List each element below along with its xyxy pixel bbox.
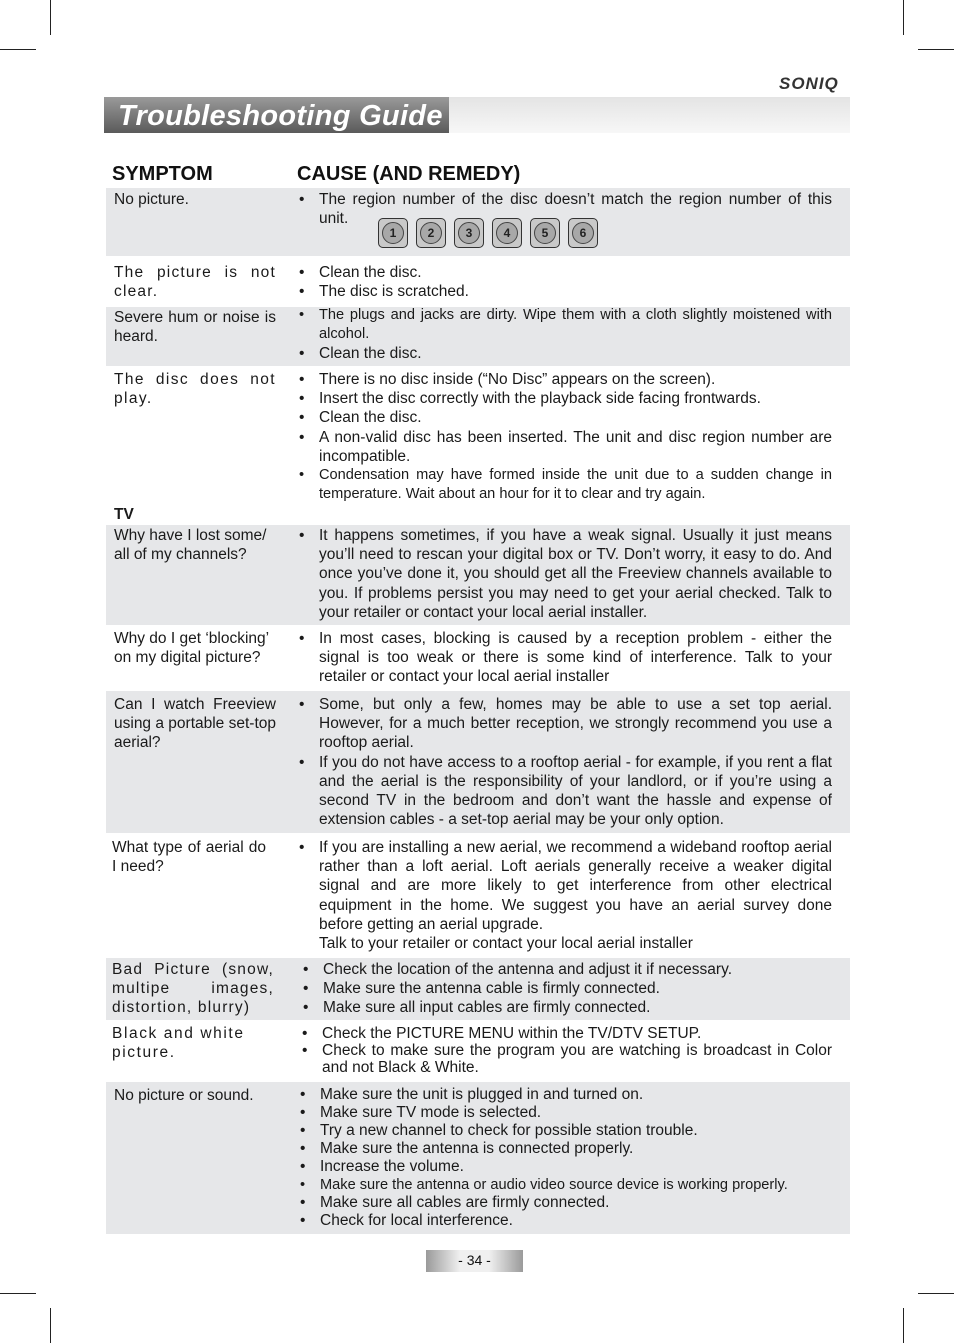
cause-column-header: CAUSE (AND REMEDY) [297, 163, 521, 185]
cause-item: • Condensation may have formed inside the unit due to a sudden change in temperature. Wait about an hour for it to clear and try again. [299, 466, 832, 504]
cause-item: • In most cases, blocking is caused by a reception problem - either the signal is too weak or there is some kind of interference. Talk to your retailer or contact your local aerial installer [299, 629, 832, 687]
cause-list [299, 629, 832, 687]
cause-list [300, 1086, 832, 1230]
tv-section-label: TV [114, 506, 134, 523]
table-row [106, 691, 850, 833]
cause-list [299, 526, 832, 622]
table-row [106, 1082, 850, 1234]
cause-item: • Make sure the antenna is connected properly. [300, 1140, 832, 1158]
brand-logo: SONIQ [779, 74, 839, 93]
cause-item: • Some, but only a few, homes may be able to use a set top aerial. However, for a much better reception, we strongly recommend you use a rooftop aerial. [299, 695, 832, 753]
crop-mark [918, 1293, 954, 1294]
symptom-text: The disc does not play. [114, 371, 276, 408]
cause-item: • A non-valid disc has been inserted. The unit and disc region number are incompatible. [299, 428, 832, 466]
cause-list [303, 960, 832, 1018]
table-row [106, 307, 850, 366]
symptom-text: Severe hum or noise is heard. [114, 309, 276, 346]
cause-list [302, 1025, 832, 1076]
symptom-text: No picture. [114, 191, 189, 208]
cause-item: • Clean the disc. [299, 344, 832, 363]
cause-item: • Clean the disc. [299, 408, 832, 427]
cause-item: Talk to your retailer or contact your local aerial installer [319, 935, 693, 953]
region-2-icon: 2 [416, 218, 446, 248]
table-row [106, 626, 850, 690]
cause-item: • Make sure the antenna or audio video source device is working properly. [300, 1176, 832, 1194]
symptom-text: Why have I lost some/ all of my channels? [114, 527, 267, 564]
symptom-column-header: SYMPTOM [112, 163, 213, 185]
table-row [106, 834, 850, 957]
cause-item: • Check the location of the antenna and adjust it if necessary. [303, 960, 832, 979]
symptom-text: Can I watch Freeview using a portable set-top aerial? [114, 696, 276, 752]
cause-item: • Clean the disc. [299, 263, 832, 282]
page-title: Troubleshooting Guide [118, 100, 443, 132]
cause-item: • Check to make sure the program you are watching is broadcast in Color and not Black & White. [302, 1042, 832, 1076]
cause-item: • There is no disc inside (“No Disc” appears on the screen). [299, 370, 832, 389]
cause-list [299, 838, 832, 953]
cause-list [299, 695, 832, 829]
region-6-icon: 6 [568, 218, 598, 248]
cause-item: • Check for local interference. [300, 1212, 832, 1230]
cause-list [299, 370, 832, 504]
cause-list [299, 263, 832, 301]
cause-item: • Make sure all cables are firmly connected. [300, 1194, 832, 1212]
crop-mark [50, 0, 51, 35]
table-row [106, 257, 850, 306]
crop-mark [903, 1308, 904, 1343]
region-code-icons [378, 216, 608, 250]
crop-mark [0, 49, 36, 50]
cause-item: • The region number of the disc doesn’t match the region number of this unit. [299, 190, 832, 228]
cause-item: • The disc is scratched. [299, 282, 832, 301]
symptom-text: Black and white picture. [112, 1025, 245, 1062]
table-row [106, 958, 850, 1020]
crop-mark [50, 1308, 51, 1343]
cause-item: • If you are installing a new aerial, we recommend a wideband rooftop aerial rather than a loft aerial. Loft aerials generally receive a weaker digital signal and are more likely to get interference from other electrical equipment in the home. We suggest you have an aerial survey done before getting an aerial upgrade. [299, 838, 832, 934]
page-number: - 34 - [458, 1252, 491, 1268]
symptom-text: What type of aerial do I need? [112, 839, 266, 876]
region-3-icon: 3 [454, 218, 484, 248]
symptom-text: Why do I get ‘blocking’ on my digital picture? [114, 630, 269, 667]
crop-mark [918, 49, 954, 50]
cause-item: • Make sure TV mode is selected. [300, 1104, 832, 1122]
table-row [106, 1021, 850, 1081]
crop-mark [903, 0, 904, 35]
cause-item: • Make sure the antenna cable is firmly connected. [303, 979, 832, 998]
cause-item: • Check the PICTURE MENU within the TV/DTV SETUP. [302, 1025, 832, 1042]
cause-item: • Make sure the unit is plugged in and turned on. [300, 1086, 832, 1104]
cause-list [299, 306, 832, 364]
cause-item: • It happens sometimes, if you have a weak signal. Usually it just means you’ll need to rescan your digital box or TV. Don’t worry, it easy to do. And once you’ve done it, you should get all the Freeview channels available to you. If problems persist you may need to get your aerial checked. Talk to your retailer or contact your local aerial installer. [299, 526, 832, 622]
region-1-icon: 1 [378, 218, 408, 248]
cause-item: • Make sure all input cables are firmly connected. [303, 998, 832, 1017]
region-4-icon: 4 [492, 218, 522, 248]
table-row [106, 525, 850, 625]
symptom-text: The picture is not clear. [114, 264, 276, 301]
cause-item: • If you do not have access to a rooftop aerial - for example, if you rent a flat and the aerial is the responsibility of your landlord, or if you’re using a second TV in the bedroom and don’t want the hassle and expense of extension cables - a set-top aerial may be your only option. [299, 753, 832, 830]
crop-mark [0, 1293, 36, 1294]
table-row [106, 188, 850, 256]
cause-item: • The plugs and jacks are dirty. Wipe them with a cloth slightly moistened with alcohol. [299, 306, 832, 344]
cause-item: • Try a new channel to check for possible station trouble. [300, 1122, 832, 1140]
symptom-text: No picture or sound. [114, 1087, 254, 1104]
cause-item: • Increase the volume. [300, 1158, 832, 1176]
symptom-text: Bad Picture (snow, multipe images, distortion, blurry) [112, 961, 274, 1017]
region-5-icon: 5 [530, 218, 560, 248]
table-row [106, 367, 850, 524]
cause-item: • Insert the disc correctly with the playback side facing frontwards. [299, 389, 832, 408]
